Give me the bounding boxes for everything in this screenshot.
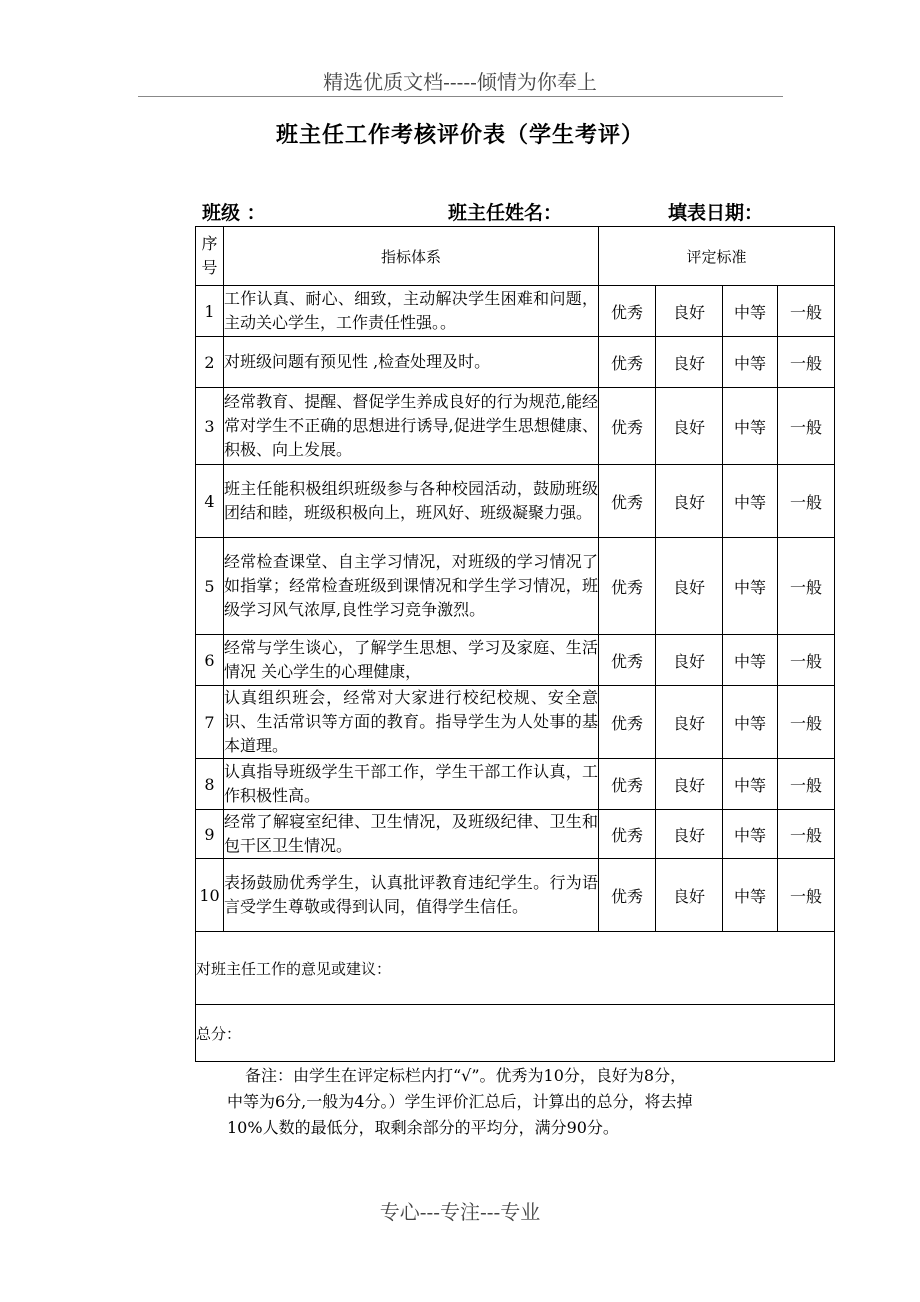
- row-number: 3: [196, 388, 224, 465]
- rating-excellent[interactable]: 优秀: [599, 759, 656, 810]
- row-number: 4: [196, 465, 224, 538]
- table-row: [196, 686, 835, 759]
- fill-date-label: 填表日期：: [668, 202, 764, 224]
- indicator-text: 经常与学生谈心，了解学生思想、学习及家庭、生活情况 关心学生的心理健康，: [224, 635, 599, 686]
- rating-average[interactable]: 中等: [723, 465, 778, 538]
- row-number: 2: [196, 337, 224, 388]
- opinion-field[interactable]: 对班主任工作的意见或建议：: [196, 932, 835, 1005]
- total-score-field[interactable]: 总分：: [196, 1005, 835, 1062]
- notes-line: 10%人数的最低分，取剩余部分的平均分，满分90分。: [227, 1118, 619, 1137]
- row-number: 7: [196, 686, 224, 759]
- rating-average[interactable]: 中等: [723, 686, 778, 759]
- rating-excellent[interactable]: 优秀: [599, 635, 656, 686]
- rating-good[interactable]: 良好: [656, 810, 723, 859]
- rating-average[interactable]: 中等: [723, 859, 778, 932]
- table-row: [196, 759, 835, 810]
- col-header-standard: 评定标准: [599, 227, 835, 286]
- row-number: 5: [196, 538, 224, 635]
- indicator-text: 认真指导班级学生干部工作，学生干部工作认真，工作积极性高。: [224, 759, 599, 810]
- rating-fair[interactable]: 一般: [778, 859, 835, 932]
- table-row: [196, 465, 835, 538]
- indicator-text: 对班级问题有预见性 ,检查处理及时。: [224, 337, 599, 388]
- rating-average[interactable]: 中等: [723, 635, 778, 686]
- rating-fair[interactable]: 一般: [778, 759, 835, 810]
- rating-excellent[interactable]: 优秀: [599, 810, 656, 859]
- col-header-number: 序号: [196, 227, 224, 286]
- page-title: 班主任工作考核评价表（学生考评）: [275, 123, 644, 148]
- notes-block: [227, 1063, 787, 1141]
- rating-good[interactable]: 良好: [656, 388, 723, 465]
- rating-excellent[interactable]: 优秀: [599, 286, 656, 337]
- rating-good[interactable]: 良好: [656, 286, 723, 337]
- table-row: [196, 635, 835, 686]
- rating-excellent[interactable]: 优秀: [599, 465, 656, 538]
- rating-fair[interactable]: 一般: [778, 635, 835, 686]
- teacher-name-label: 班主任姓名：: [448, 202, 563, 224]
- indicator-text: 表扬鼓励优秀学生，认真批评教育违纪学生。行为语言受学生尊敬或得到认同，值得学生信任。: [224, 859, 599, 932]
- rating-excellent[interactable]: 优秀: [599, 388, 656, 465]
- opinion-row: [196, 932, 835, 1005]
- rating-good[interactable]: 良好: [656, 538, 723, 635]
- rating-fair[interactable]: 一般: [778, 810, 835, 859]
- col-header-indicator: 指标体系: [224, 227, 599, 286]
- indicator-text: 经常检查课堂、自主学习情况，对班级的学习情况了如指掌；经常检查班级到课情况和学生学习情况，班级学习风气浓厚,良性学习竞争激烈。: [224, 538, 599, 635]
- table-row: [196, 810, 835, 859]
- rating-fair[interactable]: 一般: [778, 538, 835, 635]
- rating-good[interactable]: 良好: [656, 686, 723, 759]
- table-row: [196, 538, 835, 635]
- rating-fair[interactable]: 一般: [778, 388, 835, 465]
- indicator-text: 认真组织班会，经常对大家进行校纪校规、安全意识、生活常识等方面的教育。指导学生为人处事的基本道理。: [224, 686, 599, 759]
- notes-line: 备注：由学生在评定标栏内打“√”。优秀为10分，良好为8分，: [245, 1066, 687, 1085]
- rating-average[interactable]: 中等: [723, 810, 778, 859]
- row-number: 10: [196, 859, 224, 932]
- rating-good[interactable]: 良好: [656, 759, 723, 810]
- table-row: [196, 388, 835, 465]
- indicator-text: 经常教育、提醒、督促学生养成良好的行为规范,能经常对学生不正确的思想进行诱导,促进学生思想健康、积极、向上发展。: [224, 388, 599, 465]
- row-number: 6: [196, 635, 224, 686]
- rating-average[interactable]: 中等: [723, 388, 778, 465]
- rating-fair[interactable]: 一般: [778, 286, 835, 337]
- evaluation-table: [195, 226, 835, 1062]
- rating-average[interactable]: 中等: [723, 337, 778, 388]
- rating-good[interactable]: 良好: [656, 337, 723, 388]
- total-row: [196, 1005, 835, 1062]
- page-footer: 专心---专注---专业: [379, 1200, 541, 1224]
- rating-average[interactable]: 中等: [723, 759, 778, 810]
- rating-excellent[interactable]: 优秀: [599, 686, 656, 759]
- rating-fair[interactable]: 一般: [778, 337, 835, 388]
- row-number: 9: [196, 810, 224, 859]
- table-row: [196, 337, 835, 388]
- rating-fair[interactable]: 一般: [778, 686, 835, 759]
- indicator-text: 工作认真、耐心、细致，主动解决学生困难和问题，主动关心学生，工作责任性强。。: [224, 286, 599, 337]
- row-number: 1: [196, 286, 224, 337]
- rating-good[interactable]: 良好: [656, 859, 723, 932]
- indicator-text: 经常了解寝室纪律、卫生情况，及班级纪律、卫生和包干区卫生情况。: [224, 810, 599, 859]
- header-divider: [138, 96, 783, 97]
- rating-excellent[interactable]: 优秀: [599, 859, 656, 932]
- row-number: 8: [196, 759, 224, 810]
- rating-average[interactable]: 中等: [723, 538, 778, 635]
- rating-excellent[interactable]: 优秀: [599, 337, 656, 388]
- indicator-text: 班主任能积极组织班级参与各种校园活动，鼓励班级团结和睦，班级积极向上，班风好、班级凝聚力强。: [224, 465, 599, 538]
- rating-good[interactable]: 良好: [656, 465, 723, 538]
- table-row: [196, 859, 835, 932]
- table-header-row: [196, 227, 835, 286]
- page-header: 精选优质文档-----倾情为你奉上: [323, 70, 597, 94]
- class-label: 班级 ：: [202, 202, 266, 224]
- rating-good[interactable]: 良好: [656, 635, 723, 686]
- notes-line: 中等为6分,一般为4分。）学生评价汇总后，计算出的总分，将去掉: [227, 1092, 693, 1111]
- rating-excellent[interactable]: 优秀: [599, 538, 656, 635]
- rating-average[interactable]: 中等: [723, 286, 778, 337]
- table-row: [196, 286, 835, 337]
- rating-fair[interactable]: 一般: [778, 465, 835, 538]
